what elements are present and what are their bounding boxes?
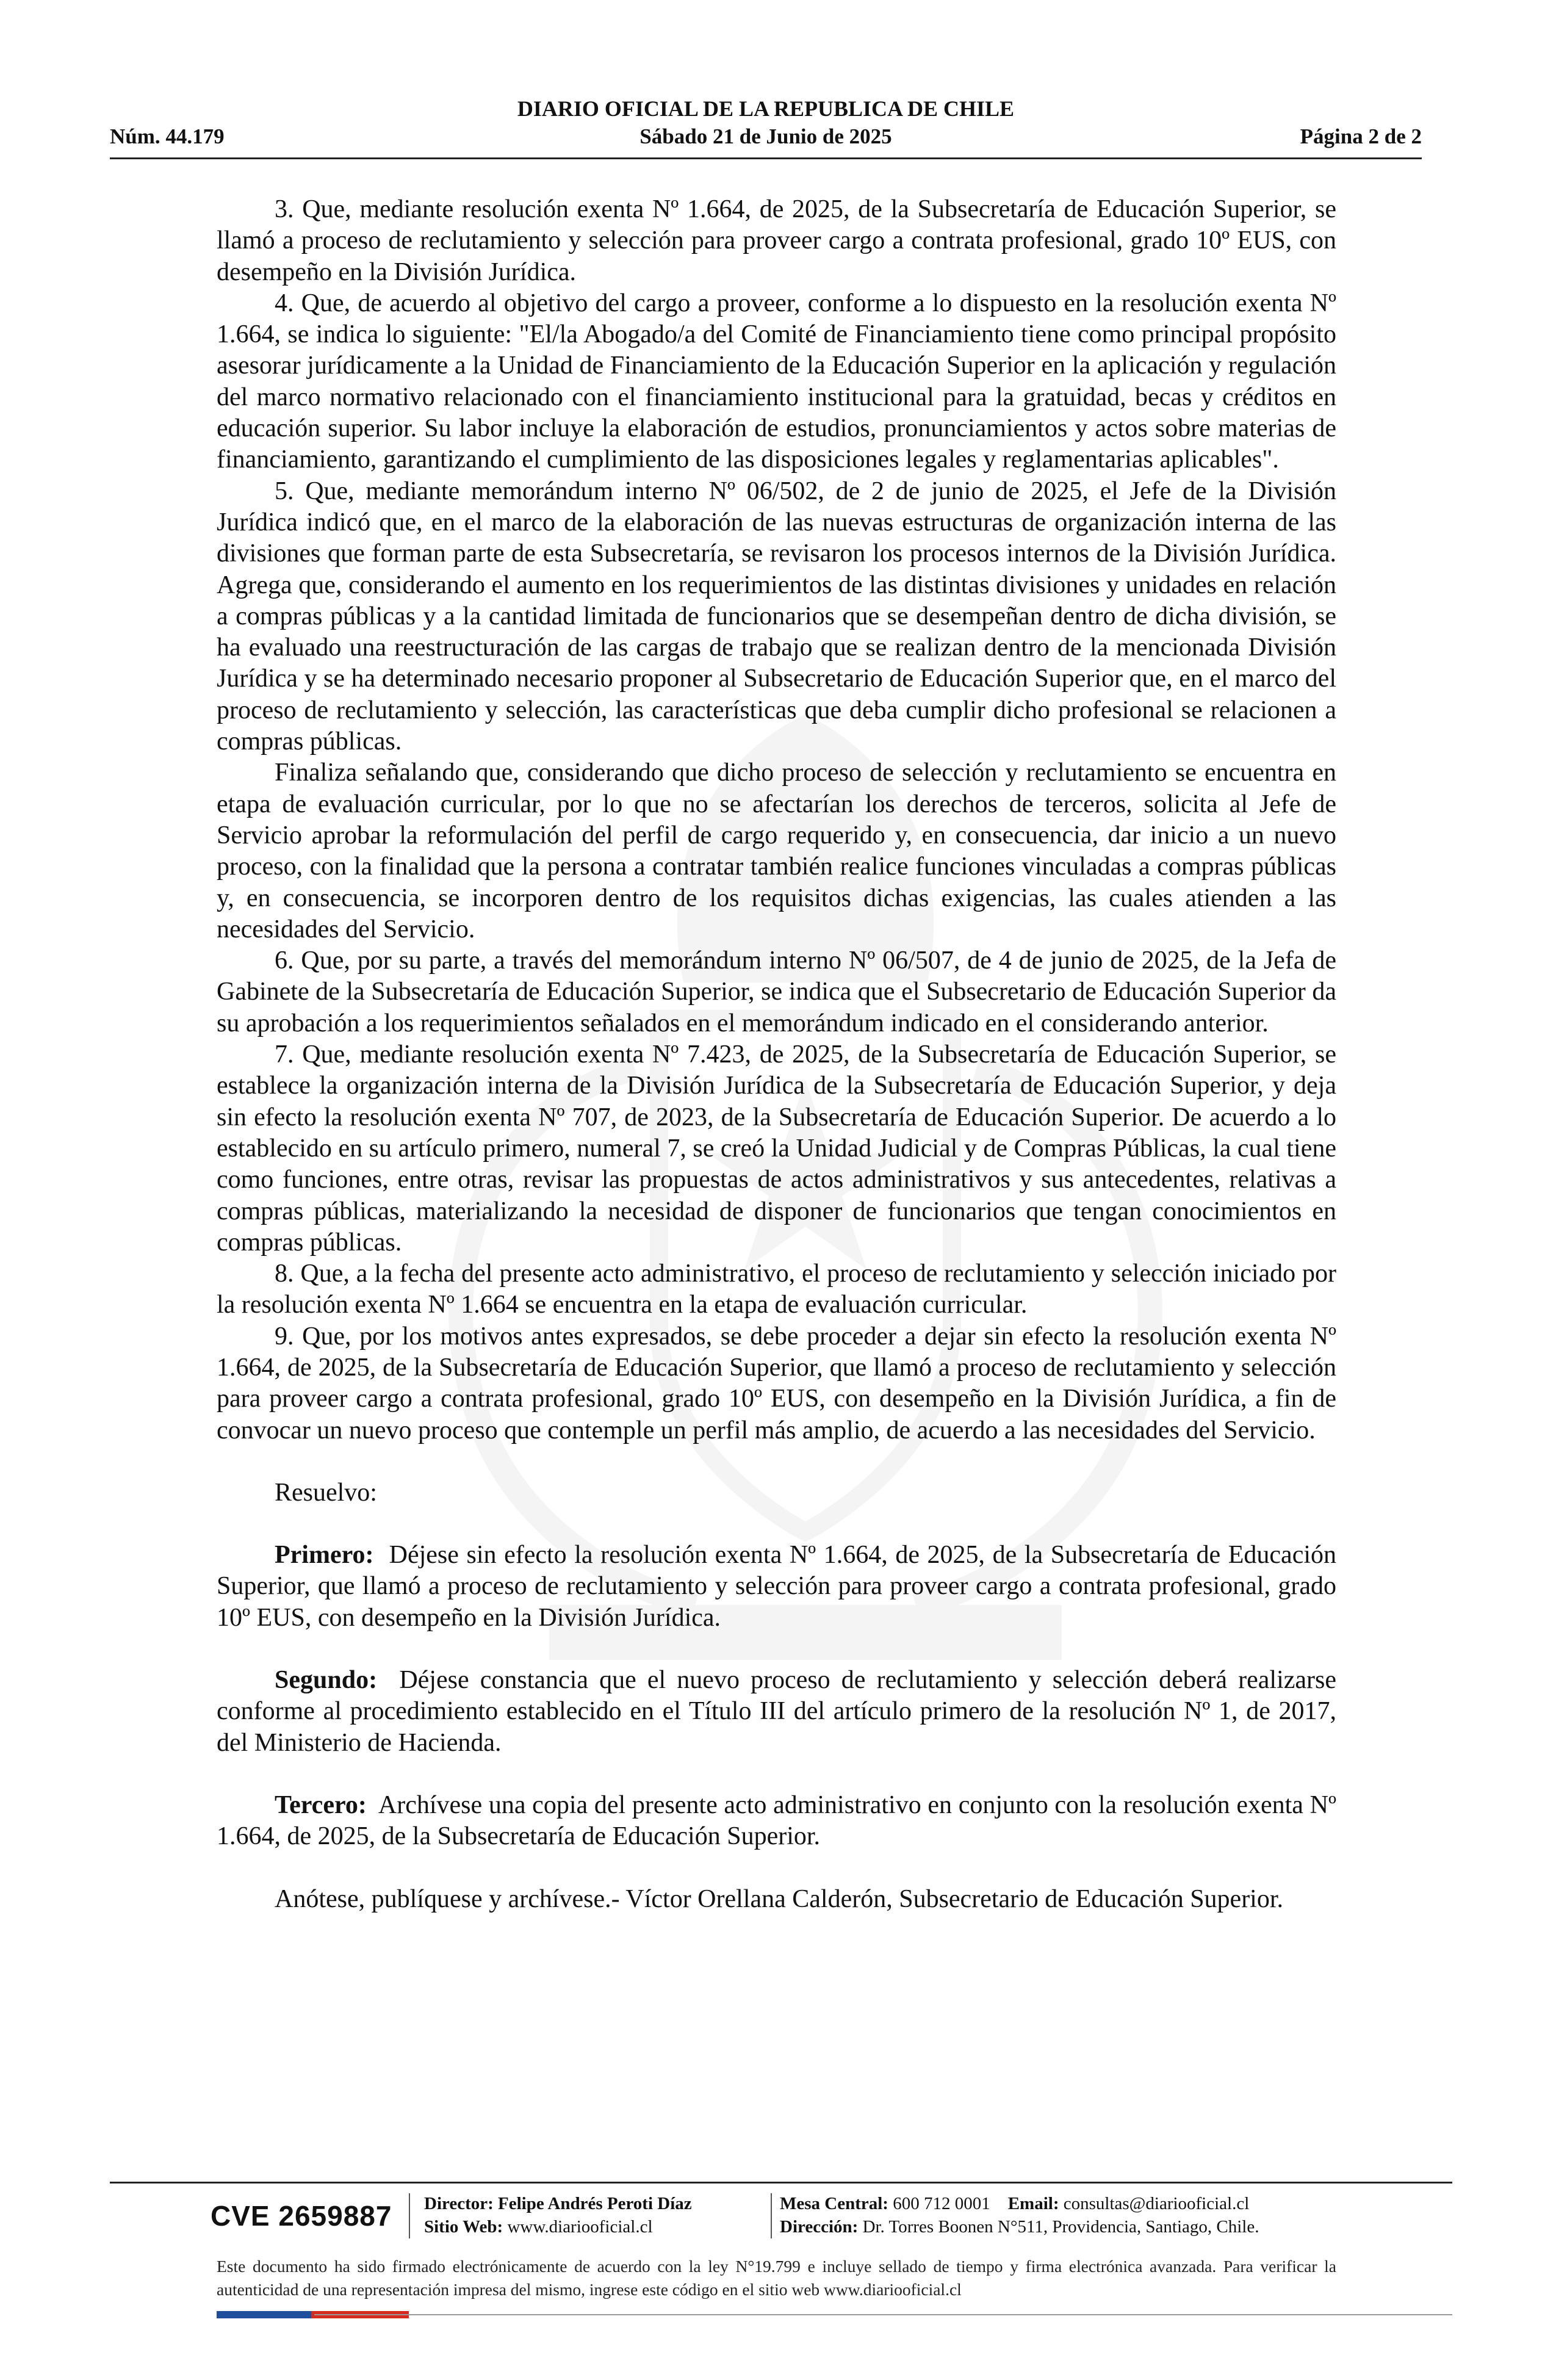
contact-line (780, 2192, 1249, 2215)
paragraph-4: 4. Que, de acuerdo al objetivo del cargo a proveer, conforme a lo dispuesto en la resolución exenta Nº 1.664, se indica lo siguiente: "El/la Abogado/a del Comité de Financiamiento tiene como principal propósito asesorar jurídicamente a la Unidad de Financiamiento de la Educación Superior en la aplicación y regulación del marco normativo relacionado con el financiamiento institucional para la gratuidad, becas y créditos en educación superior. Su labor incluye la elaboración de estudios, pronunciamientos y actos sobre materias de financiamiento, garantizando el cumplimiento de las disposiciones legales y reglamentarias aplicables". (217, 289, 1336, 474)
website-line (424, 2215, 653, 2238)
paragraph-6: 6. Que, por su parte, a través del memorándum interno Nº 06/507, de 4 de junio de 2025, de la Jefa de Gabinete de la Subsecretaría de Educación Superior, se indica que el Subsecretario de Educación Superior da su aprobación a los requerimientos señalados en el memorándum indicado en el considerando anterior. (217, 947, 1336, 1037)
paragraph-7: 7. Que, mediante resolución exenta Nº 7.423, de 2025, de la Subsecretaría de Educación Superior, se establece la organización interna de la División Jurídica de la Subsecretaría de Educación Superior, y deja sin efecto la resolución exenta Nº 707, de 2023, de la Subsecretaría de Educación Superior. De acuerdo a lo establecido en su artículo primero, numeral 7, se creó la Unidad Judicial y de Compras Públicas, la cual tiene como funciones, entre otras, revisar las propuestas de actos administrativos y sus antecedentes, relativas a compras públicas, materializando la necesidad de disponer de funcionarios que tengan conocimientos en compras públicas. (217, 1040, 1336, 1257)
footer-separator (409, 2193, 410, 2238)
page-header (110, 93, 1422, 161)
document-body (217, 194, 1336, 1915)
paragraph-5: 5. Que, mediante memorándum interno Nº 06/502, de 2 de junio de 2025, el Jefe de la División Jurídica indicó que, en el marco de la elaboración de las nuevas estructuras de organización interna de las divisiones que forman parte de esta Subsecretaría, se revisaron los procesos internos de la División Jurídica. Agrega que, considerando el aumento en los requerimientos de las distintas divisiones y unidades en relación a compras públicas y a la cantidad limitada de funcionarios que se desempeñan dentro de dicha división, se ha evaluado una reestructuración de las cargas de trabajo que se realizan dentro de la mencionada División Jurídica y se ha determinado necesario proponer al Subsecretario de Educación Superior que, en el marco del proceso de reclutamiento y selección, las características que deba cumplir dicho profesional se relacionen a compras públicas. (217, 477, 1336, 756)
footer-separator (771, 2193, 772, 2238)
director-label: Director: (424, 2194, 494, 2213)
resolution-tercero-text: Archívese una copia del presente acto administrativo en conjunto con la resolución exenta Nº 1.664, de 2025, de la Subsecretaría de Educación Superior. (217, 1790, 1336, 1851)
address-label: Dirección: (780, 2217, 859, 2237)
resolution-segundo (217, 1665, 1336, 1759)
mesa-label: Mesa Central: (780, 2194, 888, 2213)
resolution-segundo-label: Segundo: (275, 1666, 378, 1695)
newspaper-title: DIARIO OFICIAL DE LA REPUBLICA DE CHILE (517, 96, 1015, 121)
paragraph-3: 3. Que, mediante resolución exenta Nº 1.664, de 2025, de la Subsecretaría de Educación Superior, se llamó a proceso de reclutamiento y selección para proveer cargo a contrata profesional, grado 10º EUS, con desempeño en la División Jurídica. (217, 195, 1336, 286)
director-line (424, 2192, 692, 2215)
resolution-primero-text: Déjese sin efecto la resolución exenta Nº 1.664, de 2025, de la Subsecretaría de Educación Superior, que llamó a proceso de reclutamiento y selección para proveer cargo a contrata profesional, grado 10º EUS, con desempeño en la División Jurídica. (217, 1541, 1336, 1632)
legal-notice: Este documento ha sido firmado electrónicamente de acuerdo con la ley N°19.799 e incluye sellado de tiempo y firma electrónica avanzada. Para verificar la autenticidad de una representación impresa del mismo, ingrese este código en el sitio web www.diariooficial.cl (217, 2257, 1336, 2299)
website-label: Sitio Web: (424, 2217, 503, 2237)
resolution-primero-label: Primero: (275, 1541, 374, 1570)
flag-blue-segment (217, 2311, 311, 2318)
closing-signature: Anótese, publíquese y archívese.- Víctor Orellana Calderón, Subsecretario de Educación Superior. (275, 1884, 1284, 1913)
bottom-rule (314, 2314, 1452, 2315)
footer-divider (110, 2182, 1452, 2183)
paragraph-9: 9. Que, por los motivos antes expresados, se debe proceder a dejar sin efecto la resolución exenta Nº 1.664, de 2025, de la Subsecretaría de Educación Superior, que llamó a proceso de reclutamiento y selección para proveer cargo a contrata profesional, grado 10º EUS, con desempeño en la División Jurídica, a fin de convocar un nuevo proceso que contemple un perfil más amplio, de acuerdo a las necesidades del Servicio. (217, 1322, 1336, 1444)
resolution-tercero-label: Tercero: (275, 1790, 367, 1819)
address-value: Dr. Torres Boonen N°511, Providencia, Santiago, Chile. (862, 2217, 1259, 2237)
issue-date: Sábado 21 de Junio de 2025 (639, 124, 892, 148)
email-link[interactable]: consultas@diariooficial.cl (1063, 2194, 1250, 2213)
resuelvo-heading: Resuelvo: (275, 1478, 377, 1507)
issue-number: Núm. 44.179 (110, 124, 225, 148)
mesa-phone: 600 712 0001 (893, 2194, 990, 2213)
paragraph-8: 8. Que, a la fecha del presente acto administrativo, el proceso de reclutamiento y selección iniciado por la resolución exenta Nº 1.664 se encuentra en la etapa de evaluación curricular. (217, 1260, 1336, 1319)
paragraph-5-continued: Finaliza señalando que, considerando que dicho proceso de selección y reclutamiento se encuentra en etapa de evaluación curricular, por lo que no se afectarían los derechos de terceros, solicita al Jefe de Servicio aprobar la reformulación del perfil de cargo requerido y, en consecuencia, dar inicio a un nuevo proceso, con la finalidad que la persona a contratar también realice funciones vinculadas a compras públicas y, en consecuencia, se incorporen dentro de los requisitos dichas exigencias, las cuales atienden a las necesidades del Servicio. (217, 759, 1336, 943)
resolution-tercero (217, 1790, 1336, 1853)
website-link[interactable]: www.diariooficial.cl (507, 2217, 653, 2237)
director-name: Felipe Andrés Peroti Díaz (498, 2194, 692, 2213)
footer-info (110, 2190, 1452, 2245)
resolution-primero (217, 1540, 1336, 1634)
address-line (780, 2215, 1259, 2238)
header-divider (110, 157, 1422, 159)
page-indicator: Página 2 de 2 (1300, 124, 1422, 148)
resolution-segundo-text: Déjese constancia que el nuevo proceso de reclutamiento y selección deberá realizarse conforme al procedimiento establecido en el Título III del artículo primero de la resolución Nº 1, de 2017, del Ministerio de Hacienda. (217, 1666, 1337, 1757)
email-label: Email: (1007, 2194, 1059, 2213)
cve-code: CVE 2659887 (211, 2200, 392, 2232)
